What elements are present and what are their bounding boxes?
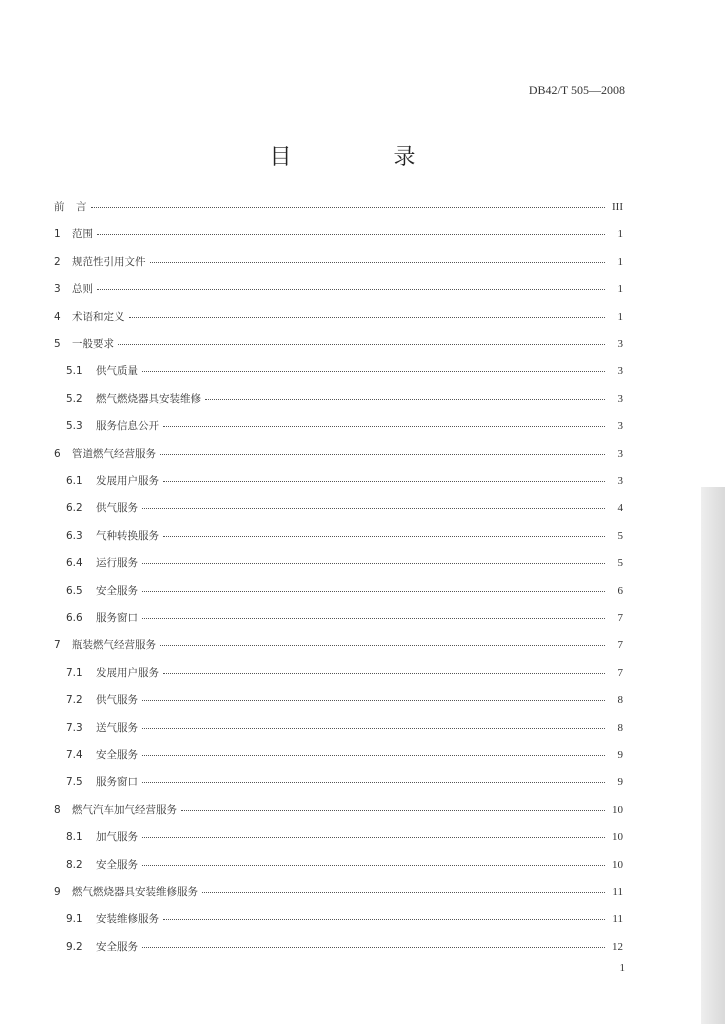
toc-entry[interactable] xyxy=(54,280,623,298)
toc-entry-number: 7.2 xyxy=(66,694,83,707)
toc-dot-leader xyxy=(163,672,605,674)
toc-entry-number: 7.5 xyxy=(66,776,83,789)
toc-entry-label: 发展用户服务 xyxy=(96,666,159,679)
toc-entry-label: 安全服务 xyxy=(96,858,138,871)
toc-dot-leader xyxy=(163,480,605,482)
toc-entry-number: 2 xyxy=(54,255,61,268)
toc-dot-leader xyxy=(142,699,605,701)
toc-entry-page: 12 xyxy=(612,940,623,953)
toc-entry-page: 9 xyxy=(617,749,623,761)
toc-entry[interactable] xyxy=(66,828,623,846)
toc-dot-leader xyxy=(163,918,605,920)
toc-entry-page: 4 xyxy=(617,502,623,515)
standard-code: DB42/T 505—2008 xyxy=(528,83,625,97)
toc-entry-number: 7 xyxy=(54,639,61,652)
toc-entry-page: 1 xyxy=(617,255,623,268)
toc-entry-number: 6.6 xyxy=(66,612,83,624)
toc-entry-page: 3 xyxy=(617,447,623,460)
toc-entry-label: 供气服务 xyxy=(96,502,138,515)
toc-entry-label: 供气服务 xyxy=(96,694,138,707)
toc-entry[interactable] xyxy=(54,801,623,819)
toc-entry-label: 运行服务 xyxy=(96,557,138,570)
toc-entry-label: 一般要求 xyxy=(72,338,114,350)
toc-entry[interactable] xyxy=(66,664,623,682)
scan-edge-shadow xyxy=(701,487,725,1024)
toc-dot-leader xyxy=(142,781,605,783)
toc-entry-page: 7 xyxy=(617,666,623,679)
toc-entry-page: 1 xyxy=(617,310,623,323)
toc-entry-page: 11 xyxy=(612,913,623,926)
toc-entry-number: 6.3 xyxy=(66,529,83,542)
toc-entry-page: 1 xyxy=(617,228,623,241)
toc-entry-label: 加气服务 xyxy=(96,831,138,844)
toc-entry-number: 1 xyxy=(54,228,61,241)
toc-entry[interactable] xyxy=(54,225,623,243)
toc-dot-leader xyxy=(160,644,605,646)
toc-entry-label: 气种转换服务 xyxy=(96,529,159,542)
toc-entry-number: 7.1 xyxy=(66,666,83,679)
toc-entry[interactable] xyxy=(66,417,623,435)
toc-entry-label: 服务信息公开 xyxy=(96,420,159,433)
toc-entry-label: 送气服务 xyxy=(96,721,138,734)
toc-dot-leader xyxy=(181,809,605,811)
toc-entry-number: 5 xyxy=(54,338,61,350)
toc-dot-leader xyxy=(142,864,605,866)
toc-entry-label: 瓶装燃气经营服务 xyxy=(72,639,156,652)
toc-dot-leader xyxy=(142,946,605,948)
toc-entry-page: III xyxy=(612,201,623,213)
toc-entry-label: 术语和定义 xyxy=(72,310,125,323)
toc-entry[interactable] xyxy=(66,773,623,791)
toc-entry-page: 3 xyxy=(617,338,623,350)
toc-entry-label: 燃气燃烧器具安装维修 xyxy=(96,392,201,405)
toc-entry-page: 7 xyxy=(617,639,623,652)
toc-entry[interactable] xyxy=(66,856,623,874)
toc-dot-leader xyxy=(118,343,605,345)
toc-entry-label: 供气质量 xyxy=(96,365,138,378)
toc-entry[interactable] xyxy=(54,335,623,353)
toc-entry-label: 安全服务 xyxy=(96,749,138,761)
toc-entry-page: 8 xyxy=(617,721,623,734)
toc-entry-page: 3 xyxy=(617,475,623,487)
toc-entry-number: 3 xyxy=(54,283,61,296)
toc-dot-leader xyxy=(142,754,605,756)
toc-entry[interactable] xyxy=(54,445,623,463)
toc-entry-page: 3 xyxy=(617,365,623,378)
toc-entry-page: 10 xyxy=(612,831,623,844)
toc-entry-number: 5.3 xyxy=(66,420,83,433)
toc-entry-label: 服务窗口 xyxy=(96,776,138,789)
toc-entry-number: 8 xyxy=(54,803,61,816)
toc-dot-leader xyxy=(142,562,605,564)
toc-entry[interactable] xyxy=(66,719,623,737)
toc-entry-number: 8.2 xyxy=(66,858,83,871)
toc-entry-page: 10 xyxy=(612,803,623,816)
toc-entry[interactable] xyxy=(66,746,623,764)
toc-entry[interactable] xyxy=(54,253,623,271)
toc-entry-page: 5 xyxy=(617,529,623,542)
toc-entry-number: 4 xyxy=(54,310,61,323)
toc-entry-page: 10 xyxy=(612,858,623,871)
toc-entry[interactable] xyxy=(66,609,623,627)
toc-entry-number: 6.2 xyxy=(66,502,83,515)
toc-dot-leader xyxy=(91,206,606,208)
toc-dot-leader xyxy=(150,261,606,263)
toc-entry-number: 6.4 xyxy=(66,557,83,570)
toc-entry-number: 9 xyxy=(54,886,61,898)
toc-entry[interactable] xyxy=(54,636,623,654)
toc-entry-number: 前 xyxy=(54,201,65,213)
toc-entry-page: 3 xyxy=(617,420,623,433)
toc-entry-number: 6.5 xyxy=(66,584,83,597)
toc-entry[interactable] xyxy=(66,910,623,928)
toc-entry-page: 7 xyxy=(617,612,623,624)
toc-dot-leader xyxy=(142,507,605,509)
toc-entry-page: 9 xyxy=(617,776,623,789)
toc-entry[interactable] xyxy=(66,582,623,600)
toc-dot-leader xyxy=(129,316,606,318)
toc-entry-number: 5.2 xyxy=(66,392,83,405)
toc-dot-leader xyxy=(202,891,605,893)
toc-entry-label: 规范性引用文件 xyxy=(72,255,146,268)
toc-dot-leader xyxy=(205,398,605,400)
toc-entry-label: 燃气燃烧器具安装维修服务 xyxy=(72,886,198,898)
toc-entry-number: 9.1 xyxy=(66,913,83,926)
toc-dot-leader xyxy=(142,370,605,372)
toc-dot-leader xyxy=(163,425,605,427)
toc-entry-page: 8 xyxy=(617,694,623,707)
toc-entry-number: 7.3 xyxy=(66,721,83,734)
toc-entry[interactable] xyxy=(66,527,623,545)
toc-entry-number: 6 xyxy=(54,447,61,460)
toc-entry-label: 安全服务 xyxy=(96,584,138,597)
toc-entry-page: 6 xyxy=(617,584,623,597)
toc-entry[interactable] xyxy=(54,198,623,216)
toc-entry[interactable] xyxy=(54,883,623,901)
toc-title: 目 录 xyxy=(269,145,456,170)
toc-dot-leader xyxy=(163,535,605,537)
toc-entry-page: 3 xyxy=(617,392,623,405)
toc-entry[interactable] xyxy=(54,308,623,326)
page-number: 1 xyxy=(619,962,625,974)
toc-entry-label: 总则 xyxy=(72,283,93,296)
toc-entry-label: 管道燃气经营服务 xyxy=(72,447,156,460)
toc-entry[interactable] xyxy=(66,554,623,572)
toc-entry-label: 安装维修服务 xyxy=(96,913,159,926)
toc-entry-number: 9.2 xyxy=(66,940,83,953)
toc-dot-leader xyxy=(142,590,605,592)
toc-entry-label: 言 xyxy=(76,201,87,213)
toc-dot-leader xyxy=(97,233,605,235)
toc-dot-leader xyxy=(97,288,605,290)
toc-entry-page: 1 xyxy=(617,283,623,296)
toc-entry-page: 5 xyxy=(617,557,623,570)
toc-dot-leader xyxy=(142,836,605,838)
toc-entry-number: 8.1 xyxy=(66,831,83,844)
toc-entry-number: 5.1 xyxy=(66,365,83,378)
toc-dot-leader xyxy=(160,453,605,455)
toc-entry[interactable] xyxy=(66,938,623,956)
toc-entry[interactable] xyxy=(66,499,623,517)
toc-entry-number: 6.1 xyxy=(66,475,83,487)
toc-entry[interactable] xyxy=(66,362,623,380)
toc-entry-label: 服务窗口 xyxy=(96,612,138,624)
toc-entry-label: 范围 xyxy=(72,228,93,241)
toc-entry-label: 安全服务 xyxy=(96,940,138,953)
toc-entry[interactable] xyxy=(66,472,623,490)
toc-dot-leader xyxy=(142,617,605,619)
toc-entry-label: 燃气汽车加气经营服务 xyxy=(72,803,177,816)
toc-entry-label: 发展用户服务 xyxy=(96,475,159,487)
toc-entry[interactable] xyxy=(66,691,623,709)
toc-entry-number: 7.4 xyxy=(66,749,83,761)
toc-entry[interactable] xyxy=(66,390,623,408)
toc-entry-page: 11 xyxy=(612,886,623,898)
toc-dot-leader xyxy=(142,727,605,729)
